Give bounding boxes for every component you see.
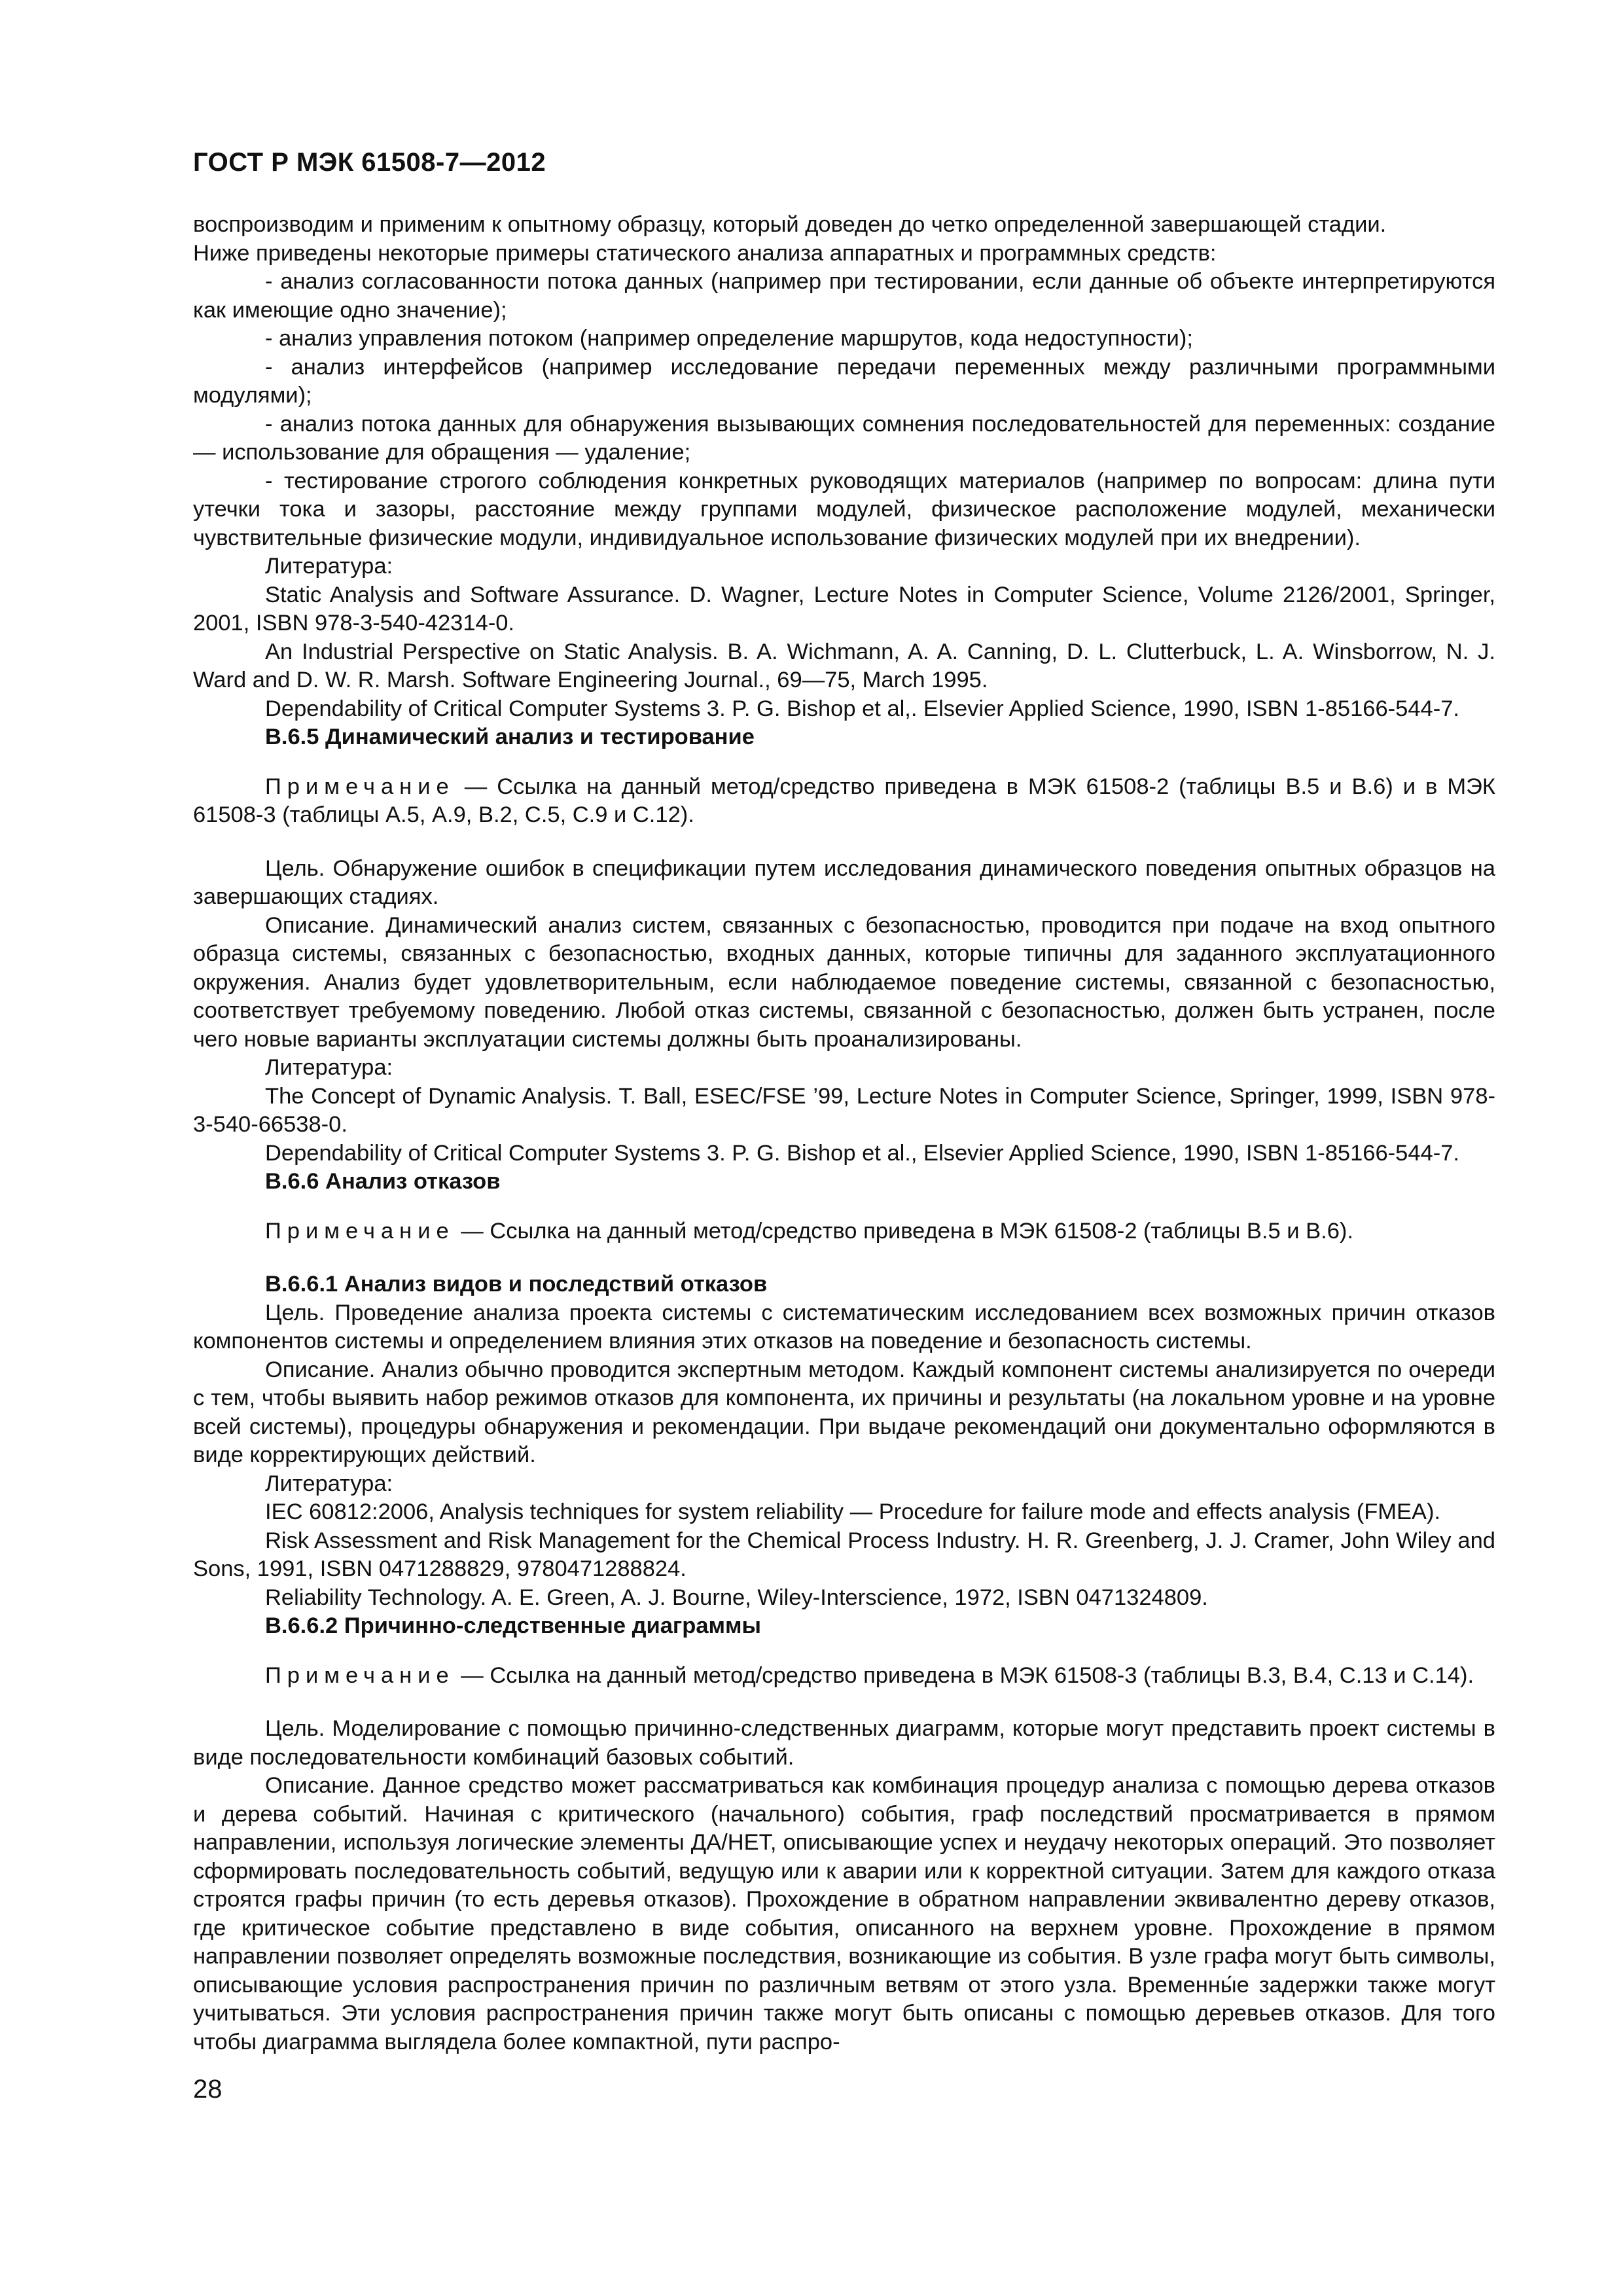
literature-reference: Risk Assessment and Risk Management for the Chemical Process Industry. H. R. Greenberg, J. J. Cramer, John Wiley and Sons, 1991, ISBN 0471288829, 9780471288824. — [193, 1528, 1495, 1581]
note-b662 — [193, 1662, 1495, 1691]
page-body — [193, 211, 1495, 2056]
list-item: - анализ потока данных для обнаружения вызывающих сомнения последовательностей для переменных: создание — использование для обращения — удаление; — [193, 411, 1495, 465]
list-item: - анализ согласованности потока данных (например при тестировании, если данные об объекте интерпретируются как имеющие одно значение); — [193, 269, 1495, 323]
note-b66 — [193, 1217, 1495, 1246]
section-heading-b661: В.6.6.1 Анализ видов и последствий отказов — [265, 1272, 768, 1297]
section-heading-b66: В.6.6 Анализ отказов — [265, 1169, 501, 1194]
note-label: Примечание — [265, 1662, 455, 1688]
literature-reference: Static Analysis and Software Assurance. D. Wagner, Lecture Notes in Computer Science, Volume 2126/2001, Springer, 2001, ISBN 978-3-540-42314-0. — [193, 582, 1495, 636]
goal-paragraph: Цель. Проведение анализа проекта системы с систематическим исследованием всех возможных причин отказов компонентов системы и определением влияния этих отказов на поведение и безопасность системы. — [193, 1300, 1495, 1354]
page-number: 28 — [193, 2075, 223, 2104]
literature-reference: IEC 60812:2006, Analysis techniques for system reliability — Procedure for failure mode and effects analysis (FMEA). — [265, 1499, 1441, 1524]
paragraph-examples-intro: Ниже приведены некоторые примеры статического анализа аппаратных и программных средств: — [193, 240, 1217, 266]
list-item: - анализ управления потоком (например определение маршрутов, кода недоступности); — [265, 326, 1193, 351]
literature-reference: An Industrial Perspective on Static Analysis. B. A. Wichmann, A. A. Canning, D. L. Clutterbuck, L. A. Winsborrow, N. J. Ward and D. W. R. Marsh. Software Engineering Journal., 69—75, March 1995. — [193, 639, 1495, 692]
note-label: Примечание — [265, 1218, 455, 1244]
literature-label: Литература: — [265, 1055, 393, 1080]
note-b65 — [193, 773, 1495, 830]
description-paragraph: Описание. Анализ обычно проводится экспертным методом. Каждый компонент системы анализируется по очереди с тем, чтобы выявить набор режимов отказов для компонента, их причины и результаты (на локальном уровне и на уровне всей системы), процедуры обнаружения и рекомендации. При выдаче рекомендаций они документально оформляются в виде корректирующих действий. — [193, 1357, 1495, 1467]
literature-reference: The Concept of Dynamic Analysis. T. Ball, ESEC/FSE ’99, Lecture Notes in Computer Science, Springer, 1999, ISBN 978-3-540-66538-0. — [193, 1083, 1495, 1137]
note-text: — Ссылка на данный метод/средство приведена в МЭК 61508-3 (таблицы В.3, В.4, С.13 и С.14). — [454, 1662, 1474, 1688]
section-heading-b662: В.6.6.2 Причинно-следственные диаграммы — [265, 1613, 762, 1638]
list-item: - тестирование строгого соблюдения конкретных руководящих материалов (например по вопросам: длина пути утечки тока и зазоры, расстояние между группами модулей, физическое расположение модулей, механически чувствительные физические модули, индивидуальное использование физических модулей при их внедрении). — [193, 468, 1495, 550]
literature-label: Литература: — [265, 554, 393, 579]
note-text: — Ссылка на данный метод/средство приведена в МЭК 61508-2 (таблицы В.5 и В.6) и в МЭК 61508-3 (таблицы А.5, А.9, В.2, С.5, С.9 и С.12). — [193, 774, 1495, 827]
note-label: Примечание — [265, 774, 455, 799]
goal-paragraph: Цель. Моделирование с помощью причинно-следственных диаграмм, которые могут представить проект системы в виде последовательности комбинаций базовых событий. — [193, 1716, 1495, 1770]
literature-label: Литература: — [265, 1471, 393, 1496]
paragraph-continuation: воспроизводим и применим к опытному образцу, который доведен до четко определенной завершающей стадии. — [193, 212, 1387, 237]
section-heading-b65: В.6.5 Динамический анализ и тестирование — [265, 725, 755, 749]
description-paragraph: Описание. Динамический анализ систем, связанных с безопасностью, проводится при подаче на вход опытного образца системы, связанных с безопасностью, входных данных, которые типичны для заданного эксплуатационного окружения. Анализ будет удовлетворительным, если наблюдаемое поведение системы, связанной с безопасностью, соответствует требуемому поведению. Любой отказ системы, связанной с безопасностью, должен быть устранен, после чего новые варианты эксплуатации системы должны быть проанализированы. — [193, 912, 1495, 1052]
literature-reference: Dependability of Critical Computer Systems 3. P. G. Bishop et al,. Elsevier Applied Science, 1990, ISBN 1-85166-544-7. — [265, 696, 1459, 721]
description-paragraph: Описание. Данное средство может рассматриваться как комбинация процедур анализа с помощью дерева отказов и дерева событий. Начиная с критического (начального) события, граф последствий просматривается в прямом направлении, используя логические элементы ДА/НЕТ, описывающие успех и неудачу некоторых операций. Это позволяет сформировать последовательность событий, ведущую или к аварии или к корректной ситуации. Затем для каждого отказа строятся графы причин (то есть деревья отказов). Прохождение в обратном направлении эквивалентно дереву отказов, где критическое событие представлено в виде события, описанного на верхнем уровне. Прохождение в прямом направлении позволяет определять возможные последствия, возникающие из события. В узле графа могут быть символы, описывающие условия распространения причин по различным ветвям от этого узла. Временны́е задержки также могут учитываться. Эти условия распространения причин также могут быть описаны с помощью деревьев отказов. Для того чтобы диаграмма выглядела более компактной, пути распро- — [193, 1773, 1495, 2054]
literature-reference: Dependability of Critical Computer Systems 3. P. G. Bishop et al., Elsevier Applied Science, 1990, ISBN 1-85166-544-7. — [265, 1140, 1459, 1166]
list-item: - анализ интерфейсов (например исследование передачи переменных между различными программными модулями); — [193, 354, 1495, 408]
note-text: — Ссылка на данный метод/средство приведена в МЭК 61508-2 (таблицы В.5 и В.6). — [454, 1218, 1353, 1244]
goal-paragraph: Цель. Обнаружение ошибок в спецификации путем исследования динамического поведения опытных образцов на завершающих стадиях. — [193, 855, 1495, 909]
literature-reference: Reliability Technology. A. E. Green, A. J. Bourne, Wiley-Interscience, 1972, ISBN 0471324809. — [265, 1585, 1208, 1610]
standard-title: ГОСТ Р МЭК 61508-7—2012 — [193, 148, 546, 177]
